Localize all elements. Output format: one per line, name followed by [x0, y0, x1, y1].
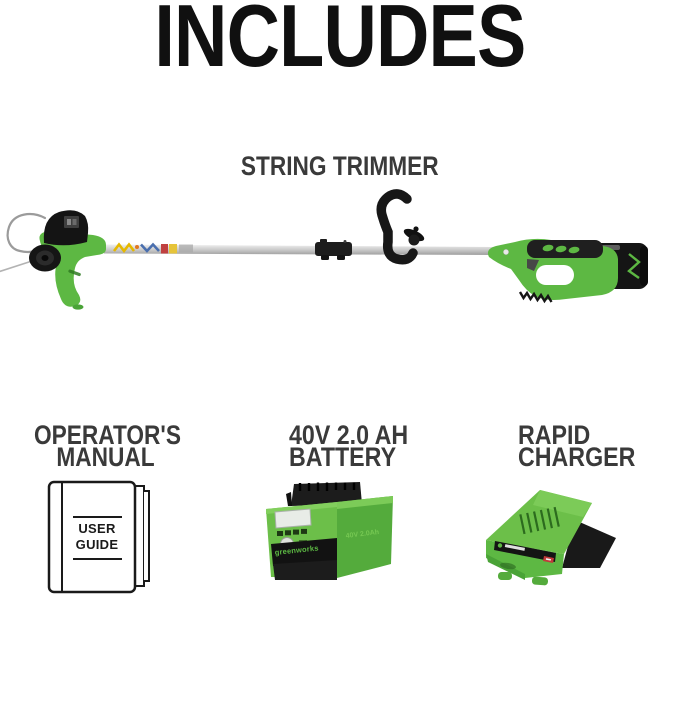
- trimmer-cutting-line: [0, 261, 32, 272]
- user-guide-book-icon: [42, 473, 152, 598]
- trimmer-guard-logo-chip: [64, 216, 79, 228]
- operators-manual-label: OPERATOR'S MANUAL: [33, 420, 181, 472]
- string-trimmer-label: STRING TRIMMER: [240, 151, 439, 181]
- charger-foot-right: [532, 576, 549, 585]
- trimmer-grip: [527, 240, 603, 258]
- trimmer-lock-button: [503, 249, 508, 254]
- battery-charge-window: [275, 509, 311, 528]
- string-trimmer-illustration: [0, 185, 679, 315]
- charger-illustration: [470, 480, 630, 590]
- trimmer-spool: [29, 245, 61, 272]
- battery-label: 40V 2.0 AH BATTERY: [289, 420, 409, 472]
- charger-label: RAPID CHARGER: [518, 420, 636, 472]
- battery-brand-text: greenworks: [274, 543, 320, 557]
- book-text-user: USER: [78, 521, 116, 536]
- page-title-text: INCLUDES: [153, 0, 526, 85]
- charger-foot-left: [498, 572, 512, 580]
- battery-side-marking: 40V 2.0Ah: [345, 528, 380, 540]
- book-text-guide: GUIDE: [75, 537, 119, 552]
- battery-illustration: [258, 478, 398, 588]
- trimmer-handle-opening: [536, 265, 574, 285]
- trimmer-shaft-clamp: [315, 239, 352, 260]
- page-title: [0, 0, 679, 85]
- book-back-pages: [135, 486, 149, 586]
- trimmer-head-foot: [73, 304, 84, 309]
